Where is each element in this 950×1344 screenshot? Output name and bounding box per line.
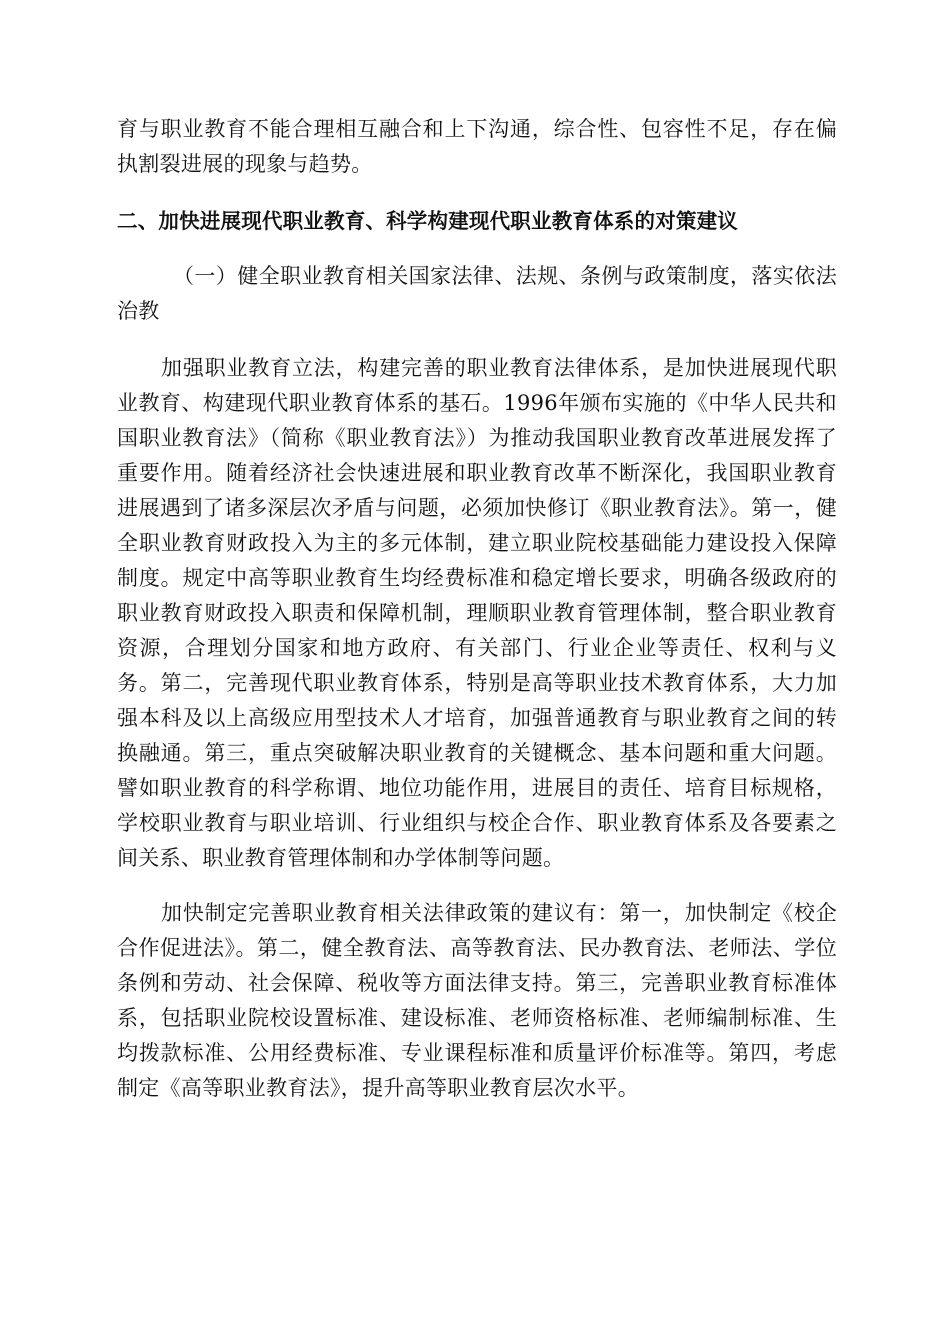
- paragraph-policy-suggestions: 加快制定完善职业教育相关法律政策的建议有：第一，加快制定《校企合作促进法》。第二，健全教育法、高等教育法、民办教育法、老师法、学位条例和劳动、社会保障、税收等方面法律支持。第三，完善职业教育标准体系，包括职业院校设置标准、建设标准、老师资格标准、老师编制标准、生均拨款标准、公用经费标准、专业课程标准和质量评价标准等。第四，考虑制定《高等职业教育法》，提升高等职业教育层次水平。: [117, 901, 837, 1100]
- document-body: [117, 112, 837, 1106]
- subsection-heading: （一）健全职业教育相关国家法律、法规、条例与政策制度，落实依法治教: [117, 264, 837, 323]
- spacer: [117, 239, 837, 259]
- spacer: [117, 876, 837, 896]
- spacer: [117, 329, 837, 351]
- spacer: [117, 182, 837, 204]
- section-heading: 二、加快进展现代职业教育、科学构建现代职业教育体系的对策建议: [117, 209, 738, 233]
- paragraph-legislation: 加强职业教育立法，构建完善的职业教育法律体系，是加快进展现代职业教育、构建现代职业教育体系的基石。1996年颁布实施的《中华人民共和国职业教育法》（简称《职业教育法》）为推动我国职业教育改革进展发挥了重要作用。随着经济社会快速进展和职业教育改革不断深化，我国职业教育进展遇到了诸多深层次矛盾与问题，必须加快修订《职业教育法》。第一，健全职业教育财政投入为主的多元体制，建立职业院校基础能力建设投入保障制度。规定中高等职业教育生均经费标准和稳定增长要求，明确各级政府的职业教育财政投入职责和保障机制，理顺职业教育管理体制，整合职业教育资源，合理划分国家和地方政府、有关部门、行业企业等责任、权利与义务。第二，完善现代职业教育体系，特别是高等职业技术教育体系，大力加强本科及以上高级应用型技术人才培育，加强普通教育与职业教育之间的转换融通。第三，重点突破解决职业教育的关键概念、基本问题和重大问题。譬如职业教育的科学称谓、地位功能作用，进展目的责任、培育目标规格，学校职业教育与职业培训、行业组织与校企合作、职业教育体系及各要素之间关系、职业教育管理体制和办学体制等问题。: [117, 356, 837, 870]
- paragraph-continued: 育与职业教育不能合理相互融合和上下沟通，综合性、包容性不足，存在偏执割裂进展的现象与趋势。: [117, 117, 837, 176]
